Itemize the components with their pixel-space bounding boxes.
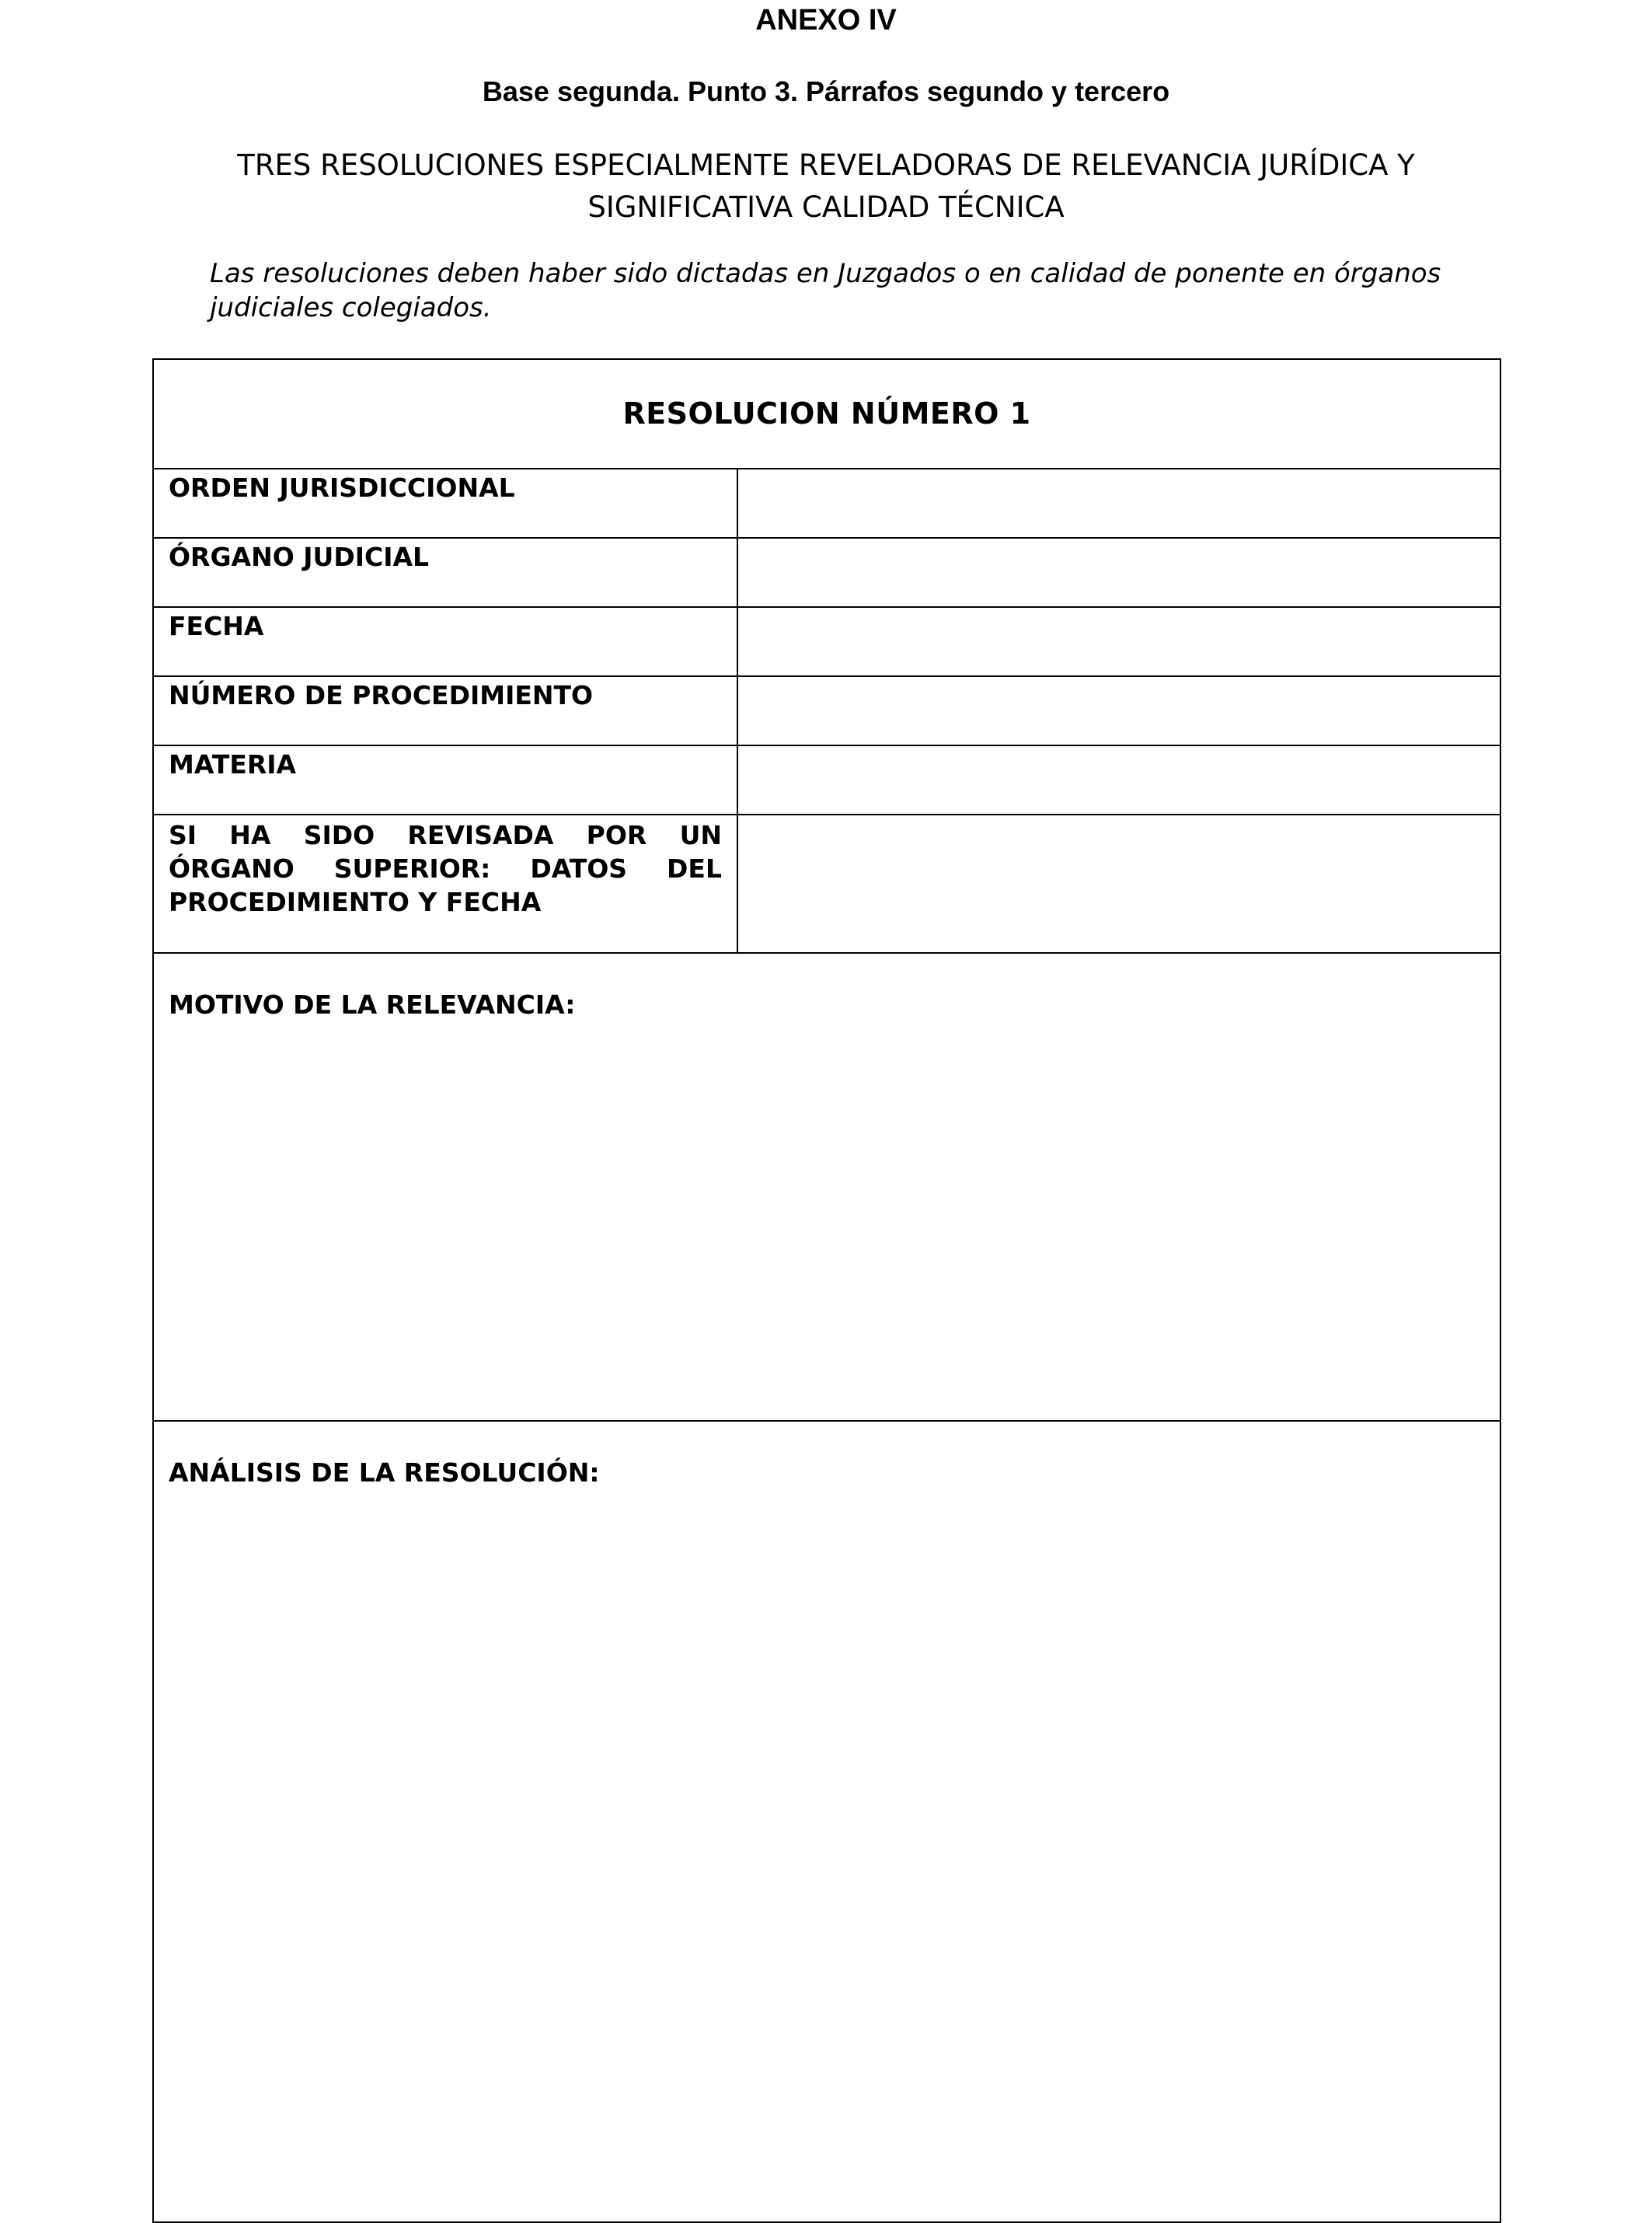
- motivo-label: MOTIVO DE LA RELEVANCIA:: [169, 989, 576, 1020]
- form-title-row: [153, 359, 1500, 469]
- resolution-form-table: [152, 358, 1501, 2223]
- field-row-fecha: [153, 607, 1500, 676]
- field-row-organo: [153, 538, 1500, 607]
- field-row-materia: [153, 745, 1500, 815]
- form-title-cell: [153, 359, 1500, 469]
- field-label-materia: MATERIA: [153, 745, 737, 815]
- analisis-label: ANÁLISIS DE LA RESOLUCIÓN:: [169, 1457, 600, 1488]
- analisis-cell[interactable]: [153, 1421, 1500, 2222]
- form-title: RESOLUCION NÚMERO 1: [622, 396, 1031, 431]
- field-label-fecha: FECHA: [153, 607, 737, 676]
- field-value-revision[interactable]: [737, 815, 1500, 953]
- field-label-numero: NÚMERO DE PROCEDIMIENTO: [153, 676, 737, 745]
- field-value-fecha[interactable]: [737, 607, 1500, 676]
- field-value-numero[interactable]: [737, 676, 1500, 745]
- field-row-numero: [153, 676, 1500, 745]
- base-reference: Base segunda. Punto 3. Párrafos segundo y tercero: [482, 75, 1170, 107]
- field-label-revision: SI HA SIDO REVISADA POR UN ÓRGANO SUPERIOR: DATOS DEL PROCEDIMIENTO Y FECHA: [153, 815, 737, 953]
- field-label-organo: ÓRGANO JUDICIAL: [153, 538, 737, 607]
- field-label-orden: ORDEN JURISDICCIONAL: [153, 469, 737, 538]
- motivo-cell[interactable]: [153, 953, 1500, 1421]
- analisis-row: [153, 1421, 1500, 2222]
- field-value-organo[interactable]: [737, 538, 1500, 607]
- motivo-row: [153, 953, 1500, 1421]
- instruction-note: Las resoluciones deben haber sido dictadas en Juzgados o en calidad de ponente en órganos judiciales colegiados.: [210, 258, 1441, 323]
- field-value-materia[interactable]: [737, 745, 1500, 815]
- annex-title: ANEXO IV: [755, 4, 897, 37]
- document-heading: TRES RESOLUCIONES ESPECIALMENTE REVELADORAS DE RELEVANCIA JURÍDICA Y SIGNIFICATIVA CALIDAD TÉCNICA: [237, 148, 1415, 224]
- field-row-orden: [153, 469, 1500, 538]
- field-value-orden[interactable]: [737, 469, 1500, 538]
- field-row-revision: [153, 815, 1500, 953]
